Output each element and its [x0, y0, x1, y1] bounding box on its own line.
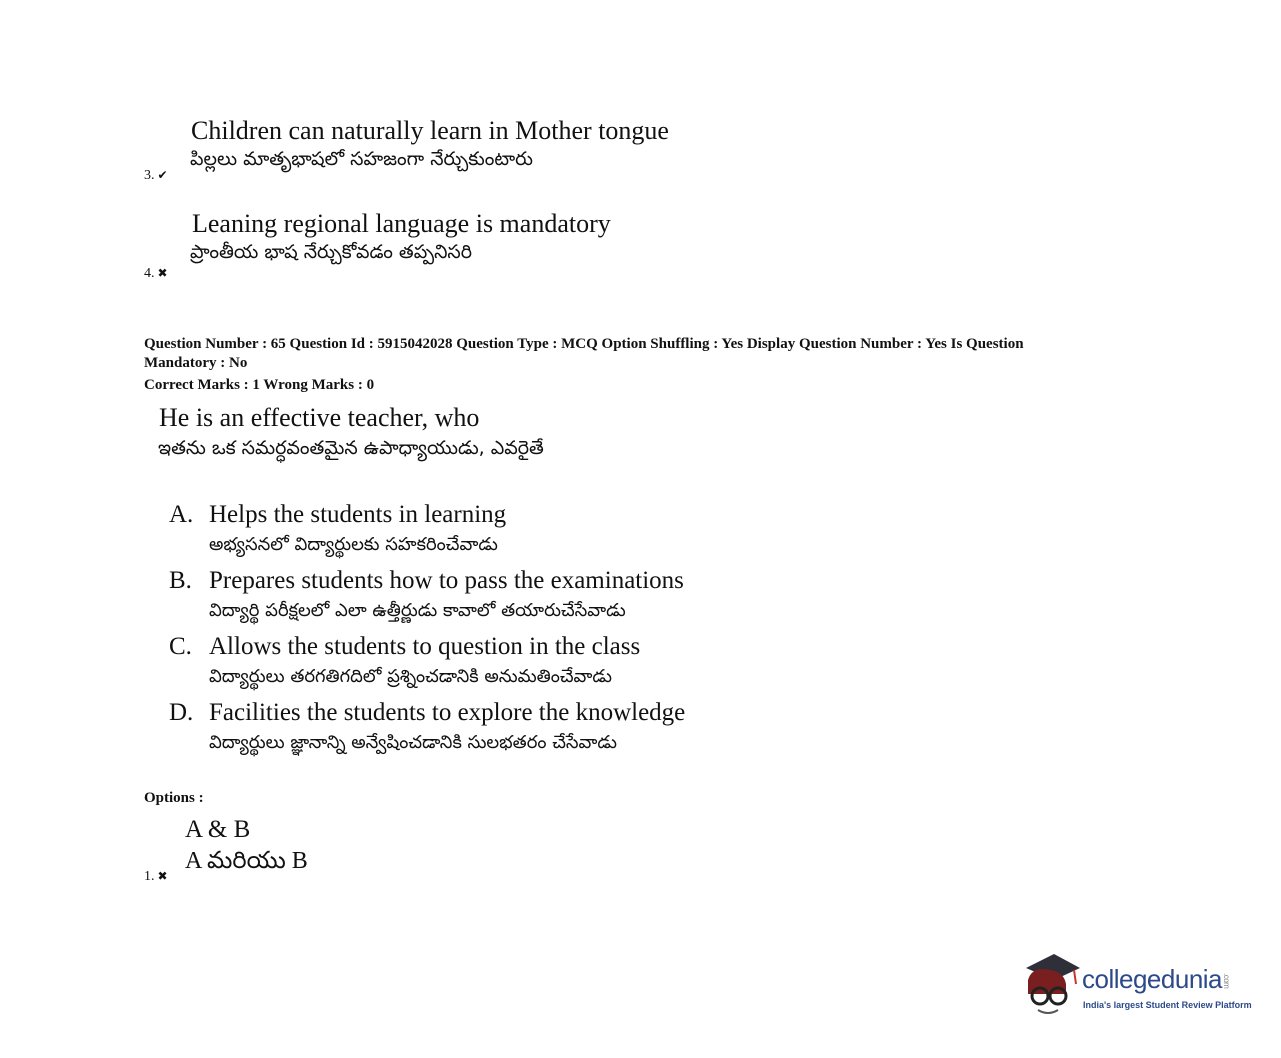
question-meta-line1: Question Number : 65 Question Id : 5915042028 Question Type : MCQ Option Shuffling : Yes Display Question Number : Yes Is Question	[144, 336, 1024, 352]
answer-option-1-telugu: A మరియు B	[185, 848, 308, 874]
options-label: Options :	[144, 790, 204, 806]
statement-d-telugu: విద్యార్థులు జ్ఞానాన్ని అన్వేషించడానికి సులభతరం చేసేవాడు	[209, 732, 617, 753]
statement-d-letter: D.	[169, 699, 194, 726]
prev-option-4-english: Leaning regional language is mandatory	[192, 209, 611, 238]
statement-c-telugu: విద్యార్థులు తరగతిగదిలో ప్రశ్నించడానికి అనుమతించేవాడు	[209, 666, 612, 687]
mascot-icon	[1020, 950, 1082, 1020]
statement-c-letter: C.	[169, 633, 192, 660]
statement-b-telugu: విద్యార్థి పరీక్షలలో ఎలా ఉత్తీర్ణుడు కావాలో తయారుచేసేవాడు	[209, 600, 626, 621]
question-telugu: ఇతను ఒక సమర్ధవంతమైన ఉపాధ్యాయుడు, ఎవరైతే	[158, 437, 544, 459]
prev-option-3-telugu: పిల్లలు మాతృభాషలో సహజంగా నేర్చుకుంటారు	[190, 148, 533, 170]
option-number: 3.	[144, 168, 155, 183]
prev-option-3-number	[144, 168, 168, 184]
statement-b-letter: B.	[169, 567, 192, 594]
statement-a-letter: A.	[169, 501, 194, 528]
prev-option-4-telugu: ప్రాంతీయ భాష నేర్చుకోవడం తప్పనిసరి	[190, 241, 473, 263]
question-marks: Correct Marks : 1 Wrong Marks : 0	[144, 377, 375, 393]
brand-suffix: .com	[1222, 972, 1232, 988]
cross-icon: ✖	[157, 266, 168, 280]
option-number: 1.	[144, 869, 155, 884]
statement-b-english: Prepares students how to pass the examinations	[209, 567, 684, 594]
brand-tagline: India's largest Student Review Platform	[1083, 1000, 1252, 1010]
check-icon: ✔	[157, 168, 168, 182]
statement-a-telugu: అభ్యసనలో విద్యార్థులకు సహకరించేవాడు	[209, 534, 498, 555]
collegedunia-watermark	[1020, 950, 1255, 1025]
answer-option-1-number	[144, 869, 168, 885]
question-english: He is an effective teacher, who	[159, 403, 480, 432]
question-meta-line2: Mandatory : No	[144, 355, 248, 371]
statement-a-english: Helps the students in learning	[209, 501, 507, 528]
statement-c-english: Allows the students to question in the class	[209, 633, 641, 660]
brand-text: collegedunia	[1082, 964, 1223, 994]
prev-option-3-english: Children can naturally learn in Mother tongue	[191, 116, 669, 145]
option-number: 4.	[144, 266, 155, 281]
statement-d-english: Facilities the students to explore the knowledge	[209, 699, 686, 726]
cross-icon: ✖	[157, 869, 168, 883]
answer-option-1-english: A & B	[185, 816, 251, 843]
brand-name	[1082, 964, 1231, 995]
prev-option-4-number	[144, 266, 168, 282]
